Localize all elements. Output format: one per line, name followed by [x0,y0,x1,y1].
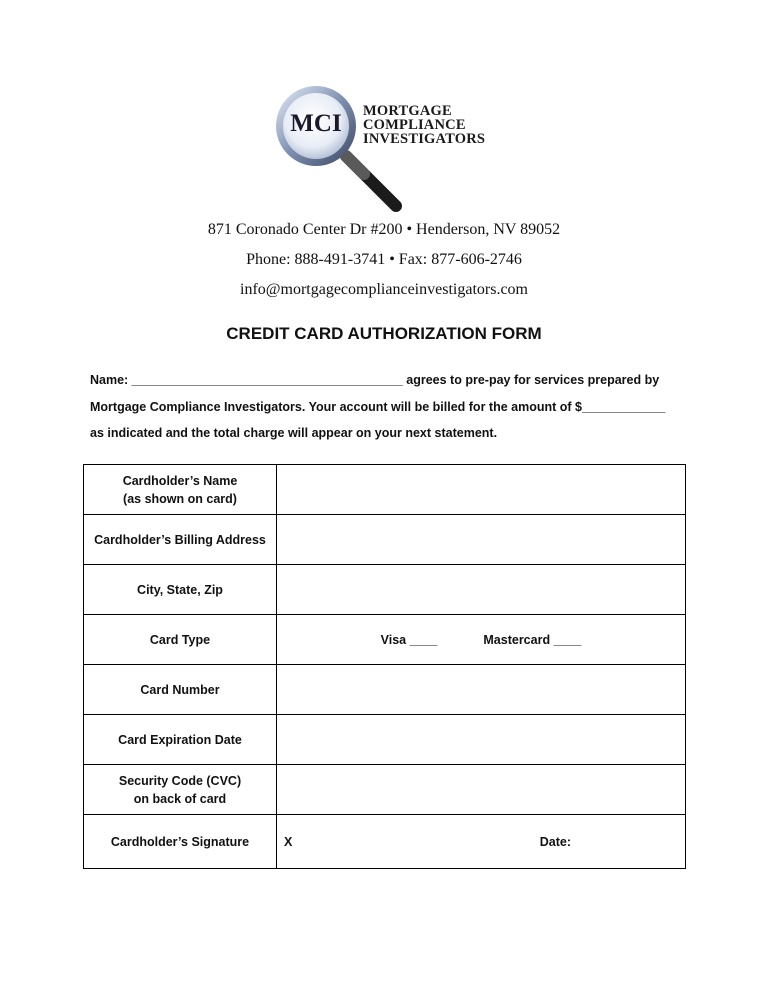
logo-line-2: COMPLIANCE [363,117,466,133]
security-code-field[interactable] [277,765,686,815]
logo-line-3: INVESTIGATORS [363,131,486,147]
city-state-zip-label: City, State, Zip [84,565,277,615]
row-expiration-date [84,715,686,765]
logo-wordmark [363,104,485,146]
card-type-label: Card Type [84,615,277,665]
company-logo [262,82,512,217]
row-card-type [84,615,686,665]
city-state-zip-field[interactable] [277,565,686,615]
signature-label: Cardholder’s Signature [84,815,277,869]
form-title: CREDIT CARD AUTHORIZATION FORM [226,324,542,343]
card-number-label: Card Number [84,665,277,715]
row-billing-address [84,515,686,565]
mastercard-option[interactable]: Mastercard ____ [483,632,582,647]
label-line: (as shown on card) [123,491,237,506]
row-security-code [84,765,686,815]
logo-line-1: MORTGAGE [363,103,452,119]
row-card-number [84,665,686,715]
billing-address-field[interactable] [277,515,686,565]
signature-field[interactable] [277,815,686,869]
cardholder-name-label [84,465,277,515]
security-code-label [84,765,277,815]
billing-address-label: Cardholder’s Billing Address [84,515,277,565]
row-signature [84,815,686,869]
expiration-date-label: Card Expiration Date [84,715,277,765]
intro-line-1: Name: _______________________________________ agrees to pre-pay for services prepared by [90,373,660,387]
date-label: Date: [539,834,571,849]
label-line: Cardholder’s Name [122,473,238,488]
logo-initials: MCI [290,110,342,137]
card-number-field[interactable] [277,665,686,715]
expiration-date-field[interactable] [277,715,686,765]
authorization-table [83,464,686,869]
signature-x-mark: X [284,834,293,849]
intro-line-3: as indicated and the total charge will appear on your next statement. [90,426,498,440]
cardholder-name-field[interactable] [277,465,686,515]
row-cardholder-name [84,465,686,515]
label-line: on back of card [133,791,227,806]
company-address: 871 Coronado Center Dr #200 • Henderson, NV 89052 [207,221,561,238]
company-phone-fax: Phone: 888-491-3741 • Fax: 877-606-2746 [246,251,522,268]
label-line: Security Code (CVC) [118,773,242,788]
intro-line-2: Mortgage Compliance Investigators. Your account will be billed for the amount of $____________ [90,400,666,414]
visa-option[interactable]: Visa ____ [380,632,438,647]
card-type-field [277,615,686,665]
row-city-state-zip [84,565,686,615]
company-email: info@mortgagecomplianceinvestigators.com [240,281,528,298]
